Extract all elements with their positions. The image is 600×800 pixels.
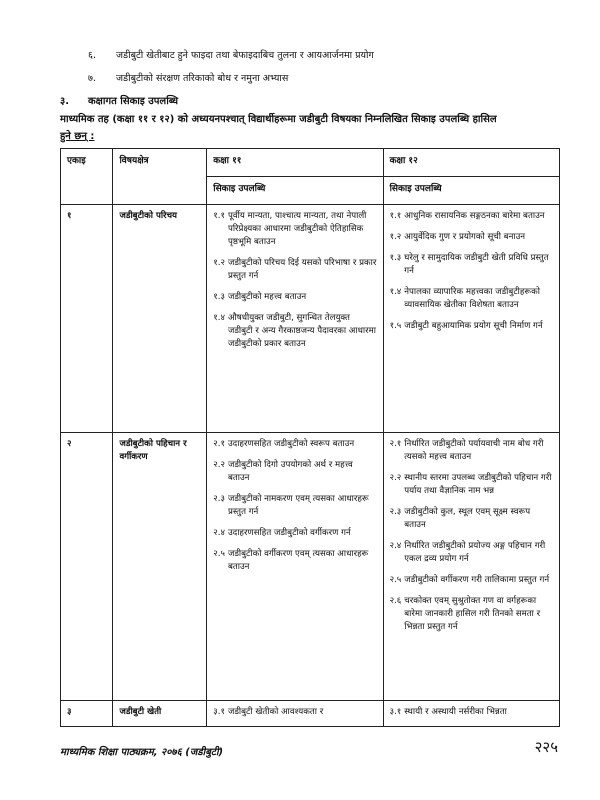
list-item-number: ६. bbox=[88, 50, 96, 61]
outcome-item bbox=[213, 706, 376, 719]
outcome-number: १.३ bbox=[213, 292, 225, 302]
outcome-text: घरेलु र सामुदायिक जडीबुटी खेती प्रविधि प्रस्तुत गर्न bbox=[404, 253, 549, 276]
grade-11-outcomes-cell bbox=[207, 701, 383, 727]
outcome-number: २.३ bbox=[389, 507, 402, 517]
outcome-number: २.५ bbox=[213, 549, 225, 559]
outcome-item bbox=[213, 257, 376, 283]
outcome-number: २.४ bbox=[389, 541, 402, 551]
outcome-text: जडीबुटी खेतीको आवश्यकता र bbox=[227, 707, 324, 717]
outcome-number: २.४ bbox=[213, 528, 225, 538]
subject-area-cell: जडीबुटीको परिचय bbox=[113, 205, 207, 433]
subheader-grade-11: सिकाइ उपलब्धि bbox=[207, 177, 383, 205]
outcome-item bbox=[213, 548, 376, 574]
subheader-grade-12: सिकाइ उपलब्धि bbox=[383, 177, 559, 205]
outcome-text: चरकोक्त एवम् सुश्रुतोक्त गण वा वर्गहरूका बारेमा जानकारी हासिल गरी तिनको समता र भिन्नता प्रस्तुत गर्न bbox=[404, 596, 541, 632]
header-unit: एकाइ bbox=[61, 149, 113, 205]
outcome-item bbox=[213, 438, 376, 451]
intro-line-1: माध्यमिक तह (कक्षा ११ र १२) को अध्ययनपश्चात् विद्यार्थीहरूमा जडीबुटी विषयका निम्नलिखित सिकाइ उपलब्धि हासिल bbox=[60, 114, 497, 125]
outcome-number: २.२ bbox=[389, 473, 402, 483]
intro-line-2: हुने छन् : bbox=[60, 131, 95, 142]
section-number: ३. bbox=[60, 96, 69, 107]
outcome-item bbox=[390, 540, 553, 566]
outcome-item bbox=[213, 459, 376, 485]
footer-title: माध्यमिक शिक्षा पाठ्यक्रम, २०७६ (जडीबुटी) bbox=[60, 747, 224, 758]
outcome-text: स्थायी र अस्थायी नर्सरीका भिन्नता bbox=[404, 707, 507, 717]
outcome-item bbox=[213, 312, 376, 351]
outcome-text: जडीबुटीको वर्गीकरण गरी तालिकामा प्रस्तुत गर्न bbox=[404, 575, 550, 585]
subject-area-cell: जडीबुटीको पहिचान र वर्गीकरण bbox=[113, 433, 207, 701]
outcome-item bbox=[390, 472, 553, 498]
outcome-text: जडीबुटीको वर्गीकरण एवम् त्यसका आधारहरू बताउन bbox=[227, 549, 369, 572]
outcome-item bbox=[390, 574, 553, 587]
outcome-item bbox=[390, 286, 553, 312]
outcome-text: जडीबुटीको महत्त्व बताउन bbox=[227, 292, 307, 302]
list-item-text: जडीबुटीको संरक्षण तरिकाको बोध र नमुना अभ्यास bbox=[116, 73, 289, 84]
table-row bbox=[61, 205, 560, 433]
outcome-item bbox=[213, 527, 376, 540]
outcome-text: उदाहरणसहित जडीबुटीको वर्गीकरण गर्न bbox=[227, 528, 351, 538]
outcome-item bbox=[390, 595, 553, 634]
unit-number-cell: १ bbox=[61, 205, 113, 433]
outcome-text: जडीबुटीको नामकरण एवम् त्यसका आधारहरू प्रस्तुत गर्न bbox=[227, 494, 369, 517]
outcome-number: १.१ bbox=[213, 211, 225, 221]
grade-12-outcomes-cell bbox=[383, 701, 559, 727]
outcome-text: पूर्वीय मान्यता, पाश्चात्य मान्यता, तथा नेपाली परिप्रेक्ष्यका आधारमा जडीबुटीको ऐतिहासिक पृष्ठभूमि बताउन bbox=[227, 211, 367, 247]
outcome-item bbox=[390, 506, 553, 532]
section-title: कक्षागत सिकाइ उपलब्धि bbox=[88, 96, 179, 107]
outcome-number: २.३ bbox=[213, 494, 225, 504]
unit-number-cell: २ bbox=[61, 433, 113, 701]
list-item bbox=[88, 71, 288, 84]
table-body bbox=[61, 205, 560, 727]
outcome-number: १.२ bbox=[389, 232, 402, 242]
outcome-text: आधुनिक रासायनिक सङ्गठनका बारेमा बताउन bbox=[404, 211, 545, 221]
header-grade-12: कक्षा १२ bbox=[383, 149, 559, 177]
outcome-number: ३.१ bbox=[389, 707, 402, 717]
outcome-number: ३.१ bbox=[213, 707, 225, 717]
outcome-number: १.३ bbox=[389, 253, 402, 263]
outcome-text: उदाहरणसहित जडीबुटीको स्वरूप बताउन bbox=[227, 439, 355, 449]
outcome-item bbox=[390, 438, 553, 464]
list-item-number: ७. bbox=[88, 73, 96, 84]
outcome-item bbox=[390, 210, 553, 223]
unit-number-cell: ३ bbox=[61, 701, 113, 727]
outcome-text: आयुर्वेदिक गुण र प्रयोगको सूची बनाउन bbox=[404, 232, 526, 242]
outcome-text: जडीबुटी बहुआयामिक प्रयोग सूची निर्माण गर्न bbox=[404, 321, 543, 331]
outcome-item bbox=[213, 210, 376, 249]
table-row bbox=[61, 701, 560, 727]
outcome-text: औषधीयुक्त जडीबुटी, सुगन्धित तेलयुक्त जडीबुटी र अन्य गैरकाष्ठजन्य पैदावरका आधारमा जडीबुटीको प्रकार बताउन bbox=[227, 313, 376, 349]
grade-12-outcomes-cell bbox=[383, 205, 559, 433]
table-header-row bbox=[61, 149, 560, 177]
outcome-number: २.२ bbox=[213, 460, 225, 470]
header-area: विषयक्षेत्र bbox=[113, 149, 207, 205]
section-heading bbox=[60, 93, 178, 107]
intro-paragraph bbox=[60, 111, 560, 145]
outcome-number: १.५ bbox=[389, 321, 402, 331]
outcome-item bbox=[213, 291, 376, 304]
outcome-item bbox=[390, 231, 553, 244]
grade-12-outcomes-cell bbox=[383, 433, 559, 701]
outcome-item bbox=[390, 706, 553, 719]
outcome-text: निर्धारित जडीबुटीको प्रयोज्य अङ्ग पहिचान गरी एकल द्रव्य प्रयोग गर्न bbox=[404, 541, 546, 564]
outcome-number: २.१ bbox=[389, 439, 402, 449]
list-item-text: जडीबुटी खेतीबाट हुने फाइदा तथा बेफाइदाबिच तुलना र आयआर्जनमा प्रयोग bbox=[116, 50, 374, 61]
outcome-number: २.१ bbox=[213, 439, 225, 449]
outcome-text: जडीबुटीको कुल, स्थूल एवम् सूक्ष्म स्वरूप बताउन bbox=[404, 507, 531, 530]
outcome-item bbox=[390, 320, 553, 333]
page-number: २२५ bbox=[534, 738, 558, 756]
outcome-number: १.४ bbox=[213, 313, 225, 323]
grade-11-outcomes-cell bbox=[207, 433, 383, 701]
outcome-number: २.६ bbox=[389, 596, 402, 606]
table-row bbox=[61, 433, 560, 701]
outcome-item bbox=[390, 252, 553, 278]
outcome-text: नेपालका व्यापारिक महत्त्वका जडीबुटीहरूको व्यावसायिक खेतीका विशेषता बताउन bbox=[404, 287, 540, 310]
outcome-text: स्थानीय स्तरमा उपलब्ध जडीबुटीको पहिचान गरी पर्याय तथा वैज्ञानिक नाम भन्न bbox=[404, 473, 552, 496]
outcome-number: १.१ bbox=[389, 211, 402, 221]
list-item bbox=[88, 48, 374, 61]
outcome-text: निर्धारित जडीबुटीको पर्यायवाची नाम बोध गरी त्यसको महत्त्व बताउन bbox=[404, 439, 544, 462]
outcome-number: २.५ bbox=[389, 575, 402, 585]
outcome-number: १.२ bbox=[213, 258, 225, 268]
grade-11-outcomes-cell bbox=[207, 205, 383, 433]
learning-outcomes-table bbox=[60, 148, 560, 727]
subject-area-cell: जडीबुटी खेती bbox=[113, 701, 207, 727]
header-grade-11: कक्षा ११ bbox=[207, 149, 383, 177]
outcome-text: जडीबुटीको दिगो उपयोगको अर्थ र महत्त्व बताउन bbox=[227, 460, 353, 483]
outcome-number: १.४ bbox=[389, 287, 402, 297]
outcome-text: जडीबुटीको परिचय दिई यसको परिभाषा र प्रकार प्रस्तुत गर्न bbox=[227, 258, 377, 281]
outcome-item bbox=[213, 493, 376, 519]
